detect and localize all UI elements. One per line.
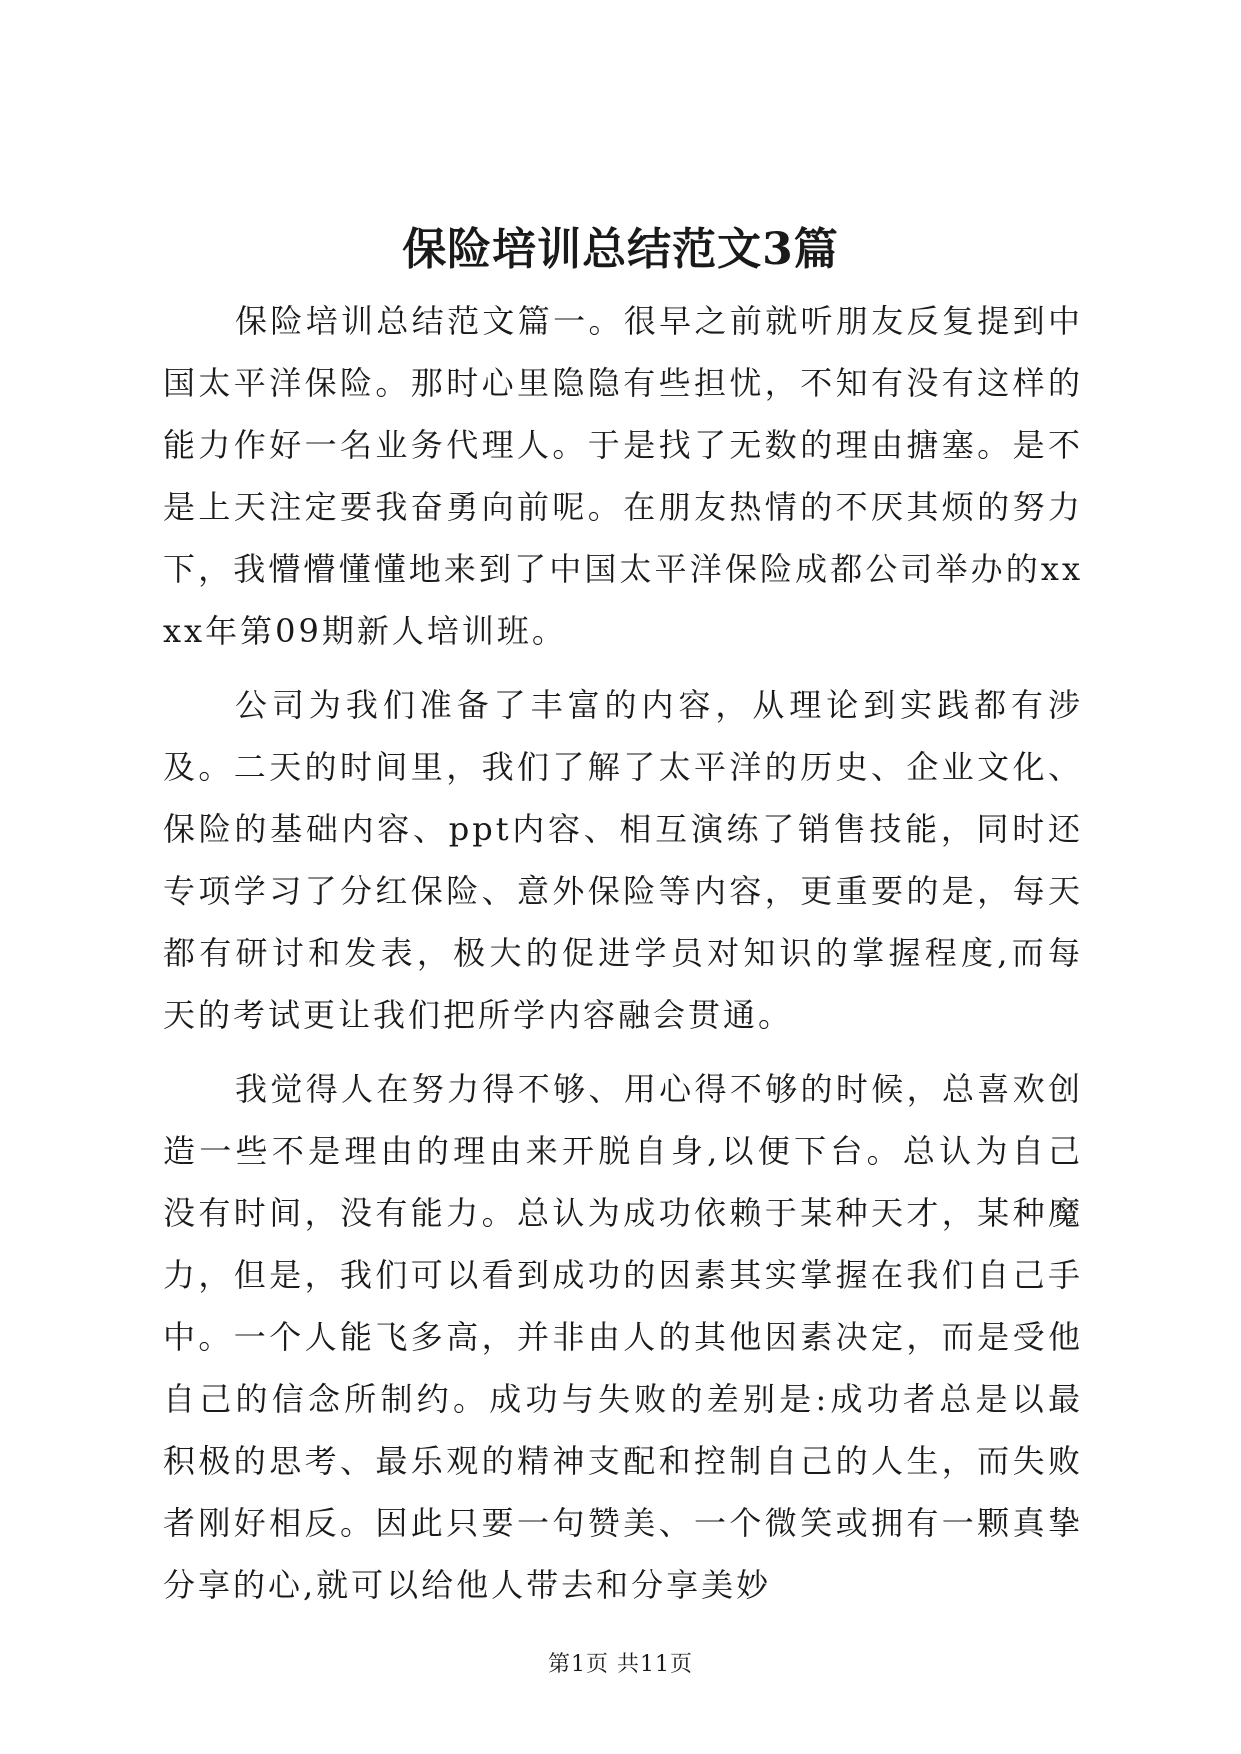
paragraph-1: 保险培训总结范文篇一。很早之前就听朋友反复提到中国太平洋保险。那时心里隐隐有些担忧，不知有没有这样的能力作好一名业务代理人。于是找了无数的理由搪塞。是不是上天注定要我奋勇向前呢。在朋友热情的不厌其烦的努力下，我懵懵懂懂地来到了中国太平洋保险成都公司举办的xxxx年第09期新人培训班。: [163, 302, 1083, 650]
document-body: [163, 290, 1083, 1616]
document-title: 保险培训总结范文3篇: [402, 224, 839, 275]
page-footer: 第1页 共11页: [548, 1652, 693, 1677]
paragraph-2: 公司为我们准备了丰富的内容，从理论到实践都有涉及。二天的时间里，我们了解了太平洋的历史、企业文化、保险的基础内容、ppt内容、相互演练了销售技能，同时还专项学习了分红保险、意外保险等内容，更重要的是，每天都有研讨和发表，极大的促进学员对知识的掌握程度,而每天的考试更让我们把所学内容融会贯通。: [163, 686, 1083, 1034]
paragraph-3: 我觉得人在努力得不够、用心得不够的时候，总喜欢创造一些不是理由的理由来开脱自身,以便下台。总认为自己没有时间，没有能力。总认为成功依赖于某种天才，某种魔力，但是，我们可以看到成功的因素其实掌握在我们自己手中。一个人能飞多高，并非由人的其他因素决定，而是受他自己的信念所制约。成功与失败的差别是:成功者总是以最积极的思考、最乐观的精神支配和控制自己的人生，而失败者刚好相反。因此只要一句赞美、一个微笑或拥有一颗真挚分享的心,就可以给他人带去和分享美妙: [163, 1070, 1083, 1604]
